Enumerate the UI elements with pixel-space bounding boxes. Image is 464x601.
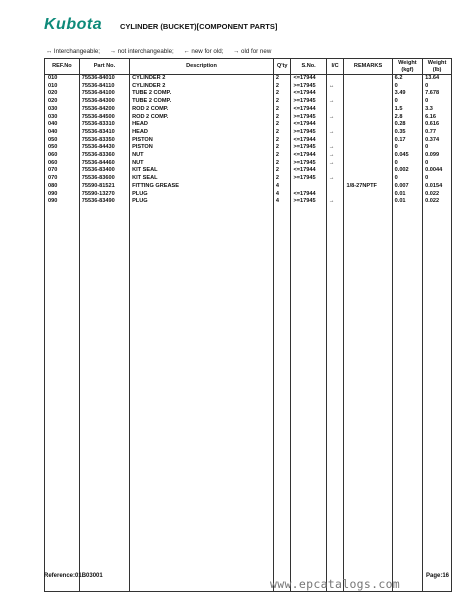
ic-cell: → [326,129,344,137]
serial-cell: <=17944 [291,121,326,129]
empty-cell [273,206,291,592]
serial-cell: >=17945 [291,198,326,206]
part-no-cell: 75536-84460 [79,160,129,168]
part-no-cell: 75536-83360 [79,152,129,160]
qty-cell: 4 [273,183,291,191]
remarks-cell [344,106,392,114]
weight-kgf-cell: 1.5 [392,106,422,114]
ic-cell: ↔ [326,83,344,91]
weight-kgf-cell: 0 [392,98,422,106]
ic-cell [326,106,344,114]
page-number: Page:16 [426,573,450,579]
serial-cell: >=17945 [291,160,326,168]
serial-cell: <=17944 [291,90,326,98]
description-cell: CYLINDER 2 [130,75,274,83]
ic-cell [326,121,344,129]
table-row [45,98,452,106]
serial-cell: >=17945 [291,144,326,152]
col-header-weight-kgf: Weight (kgf) [392,59,422,75]
qty-cell: 2 [273,121,291,129]
ic-cell: → [326,198,344,206]
table-row [45,114,452,122]
remarks-cell [344,175,392,183]
weight-kgf-cell: 0.01 [392,198,422,206]
part-no-cell: 75536-83350 [79,137,129,145]
weight-kgf-cell: 0.002 [392,167,422,175]
ref-cell: 050 [45,137,80,145]
ref-cell: 050 [45,144,80,152]
col-header-ref: REF.No [45,59,80,75]
serial-cell: >=17945 [291,83,326,91]
part-no-cell: 75536-83400 [79,167,129,175]
serial-cell: <=17944 [291,137,326,145]
ref-cell: 070 [45,167,80,175]
table-row [45,167,452,175]
serial-cell: >=17945 [291,175,326,183]
serial-cell: <=17944 [291,75,326,83]
remarks-cell [344,75,392,83]
serial-cell: >=17945 [291,114,326,122]
watermark-url: www.epcatalogs.com [270,577,401,591]
table-row [45,83,452,91]
ref-cell: 090 [45,191,80,199]
empty-cell [45,206,80,592]
table-empty-space [45,206,452,592]
table-row [45,191,452,199]
weight-kgf-cell: 0.35 [392,129,422,137]
ic-cell [326,191,344,199]
table-row [45,90,452,98]
weight-lb-cell: 0.0044 [423,167,452,175]
col-header-description: Description [130,59,274,75]
kubota-logo [44,16,110,33]
ref-cell: 030 [45,106,80,114]
serial-cell: <=17944 [291,152,326,160]
qty-cell: 2 [273,167,291,175]
empty-cell [79,206,129,592]
remarks-cell [344,144,392,152]
ic-cell [326,90,344,98]
parts-table-body [45,75,452,592]
table-row [45,137,452,145]
logo-text: Kubota [44,16,103,33]
weight-lb-cell: 0.77 [423,129,452,137]
qty-cell: 4 [273,198,291,206]
remarks-cell [344,167,392,175]
qty-cell: 2 [273,137,291,145]
remarks-cell [344,121,392,129]
col-header-ic: I/C [326,59,344,75]
empty-cell [130,206,274,592]
ic-cell: → [326,160,344,168]
legend-not-interchangeable: → not interchangeable; [109,48,174,55]
ic-cell [326,167,344,175]
description-cell: HEAD [130,129,274,137]
part-no-cell: 75536-84110 [79,83,129,91]
serial-cell: <=17944 [291,167,326,175]
ic-cell: → [326,144,344,152]
ref-cell: 040 [45,121,80,129]
weight-kgf-cell: 2.8 [392,114,422,122]
remarks-cell [344,152,392,160]
remarks-cell [344,160,392,168]
weight-lb-cell: 7.678 [423,90,452,98]
ic-cell: → [326,98,344,106]
parts-table [44,58,452,592]
description-cell: CYLINDER 2 [130,83,274,91]
serial-cell [291,183,326,191]
part-no-cell: 75536-83410 [79,129,129,137]
serial-cell: >=17945 [291,129,326,137]
weight-lb-cell: 0 [423,175,452,183]
serial-cell: >=17945 [291,98,326,106]
weight-lb-cell: 0.374 [423,137,452,145]
ref-cell: 060 [45,160,80,168]
description-cell: ROD 2 COMP. [130,114,274,122]
part-no-cell: 75536-84430 [79,144,129,152]
remarks-cell [344,191,392,199]
col-header-serial: S.No. [291,59,326,75]
ref-cell: 090 [45,198,80,206]
qty-cell: 2 [273,90,291,98]
part-no-cell: 75590-81521 [79,183,129,191]
table-row [45,198,452,206]
serial-cell: <=17944 [291,106,326,114]
col-header-weight-lb: Weight (lb) [423,59,452,75]
description-cell: NUT [130,160,274,168]
qty-cell: 2 [273,114,291,122]
ref-cell: 060 [45,152,80,160]
description-cell: PLUG [130,198,274,206]
part-no-cell: 75536-84500 [79,114,129,122]
table-row [45,144,452,152]
description-cell: PISTON [130,144,274,152]
ref-cell: 040 [45,129,80,137]
weight-kgf-cell: 0.28 [392,121,422,129]
qty-cell: 2 [273,98,291,106]
part-no-cell: 75536-83600 [79,175,129,183]
legend-new-for-old: ← new for old; [183,48,224,55]
table-row [45,129,452,137]
weight-lb-cell: 0.022 [423,198,452,206]
remarks-cell [344,198,392,206]
table-row [45,183,452,191]
ref-cell: 080 [45,183,80,191]
ref-cell: 010 [45,83,80,91]
weight-kgf-cell: 0 [392,160,422,168]
empty-cell [392,206,422,592]
remarks-cell [344,137,392,145]
weight-lb-cell: 0 [423,83,452,91]
ic-cell [326,137,344,145]
remarks-cell [344,83,392,91]
table-row [45,75,452,83]
ref-cell: 020 [45,90,80,98]
part-no-cell: 75536-84100 [79,90,129,98]
part-no-cell: 75536-84200 [79,106,129,114]
ref-cell: 070 [45,175,80,183]
remarks-cell [344,129,392,137]
weight-kgf-cell: 3.49 [392,90,422,98]
description-cell: PISTON [130,137,274,145]
description-cell: TUBE 2 COMP. [130,98,274,106]
part-no-cell: 75590-13270 [79,191,129,199]
legend-interchangeable: ↔ Interchangeable; [46,48,101,55]
description-cell: KIT SEAL [130,167,274,175]
qty-cell: 2 [273,160,291,168]
description-cell: HEAD [130,121,274,129]
weight-kgf-cell: 0.045 [392,152,422,160]
empty-cell [344,206,392,592]
qty-cell: 2 [273,83,291,91]
description-cell: FITTING GREASE [130,183,274,191]
empty-cell [423,206,452,592]
table-header-row [45,59,452,75]
qty-cell: 4 [273,191,291,199]
table-row [45,152,452,160]
ref-cell: 010 [45,75,80,83]
table-row [45,106,452,114]
remarks-cell: 1/8-27NPTF [344,183,392,191]
qty-cell: 2 [273,129,291,137]
description-cell: NUT [130,152,274,160]
description-cell: PLUG [130,191,274,199]
ic-cell: → [326,152,344,160]
weight-kgf-cell: 6.2 [392,75,422,83]
weight-lb-cell: 0.0154 [423,183,452,191]
weight-kgf-cell: 0.01 [392,191,422,199]
ic-cell: → [326,175,344,183]
description-cell: KIT SEAL [130,175,274,183]
col-header-part: Part No. [79,59,129,75]
remarks-cell [344,90,392,98]
table-row [45,121,452,129]
weight-lb-cell: 0 [423,144,452,152]
table-row [45,160,452,168]
weight-kgf-cell: 0 [392,175,422,183]
qty-cell: 2 [273,75,291,83]
weight-lb-cell: 0.022 [423,191,452,199]
remarks-cell [344,114,392,122]
ic-cell: → [326,114,344,122]
weight-lb-cell: 3.3 [423,106,452,114]
legend-old-for-new: → old for new [233,48,272,55]
weight-lb-cell: 0.616 [423,121,452,129]
part-no-cell: 75536-83310 [79,121,129,129]
description-cell: ROD 2 COMP. [130,106,274,114]
ic-cell [326,75,344,83]
weight-kgf-cell: 0 [392,83,422,91]
qty-cell: 2 [273,152,291,160]
weight-lb-cell: 0 [423,160,452,168]
ic-cell [326,183,344,191]
part-no-cell: 75536-83490 [79,198,129,206]
description-cell: TUBE 2 COMP. [130,90,274,98]
empty-cell [326,206,344,592]
remarks-cell [344,98,392,106]
page-title: CYLINDER (BUCKET)[COMPONENT PARTS] [120,22,278,31]
weight-kgf-cell: 0.007 [392,183,422,191]
part-no-cell: 75536-84300 [79,98,129,106]
ref-cell: 030 [45,114,80,122]
weight-lb-cell: 6.16 [423,114,452,122]
empty-cell [291,206,326,592]
col-header-qty: Q'ty [273,59,291,75]
table-row [45,175,452,183]
serial-cell: <=17944 [291,191,326,199]
qty-cell: 2 [273,144,291,152]
reference-number: Reference:01B03001 [44,573,103,579]
weight-kgf-cell: 0 [392,144,422,152]
col-header-remarks: REMARKS [344,59,392,75]
qty-cell: 2 [273,106,291,114]
weight-lb-cell: 0.099 [423,152,452,160]
qty-cell: 2 [273,175,291,183]
ref-cell: 020 [45,98,80,106]
interchange-legend [46,48,279,55]
weight-lb-cell: 13.64 [423,75,452,83]
weight-lb-cell: 0 [423,98,452,106]
part-no-cell: 75536-84010 [79,75,129,83]
weight-kgf-cell: 0.17 [392,137,422,145]
